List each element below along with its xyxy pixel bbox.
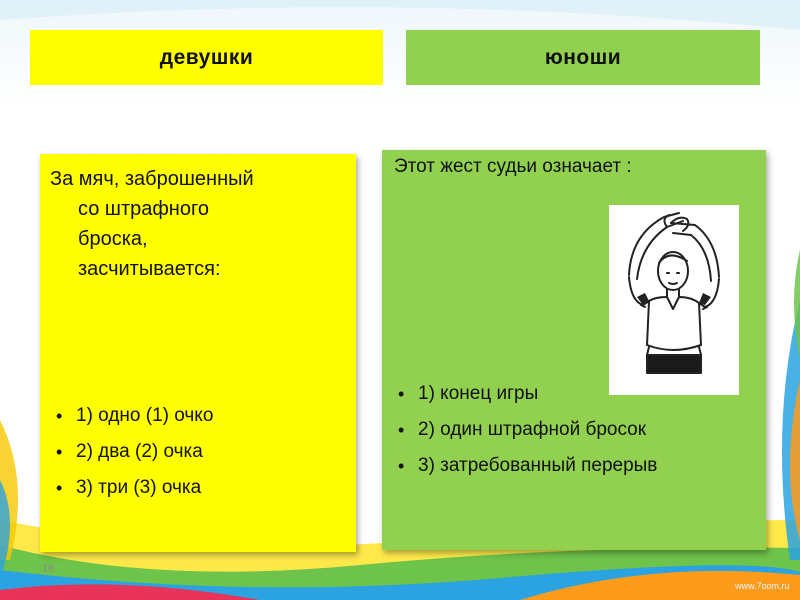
girls-answer-2: • 2) два (2) очка (52, 434, 213, 470)
girls-question (50, 164, 350, 284)
girls-question-line-2: со штрафного (78, 198, 209, 220)
girls-answer-1: • 1) одно (1) очко (52, 398, 213, 434)
boys-answer-2: • 2) один штрафной бросок (394, 412, 657, 448)
girls-question-line-4: засчитывается: (78, 258, 221, 280)
girls-question-line-1: За мяч, заброшенный (50, 168, 254, 190)
girls-answer-3: • 3) три (3) очка (52, 470, 213, 506)
boys-answer-1: • 1) конец игры (394, 376, 657, 412)
girls-question-line-3: броска, (78, 228, 148, 250)
boys-header-label: юноши (544, 45, 622, 69)
girls-header-label: девушки (159, 45, 254, 69)
girls-header (30, 30, 383, 85)
referee-icon (609, 205, 739, 395)
boys-question-panel (382, 150, 766, 550)
referee-gesture-image (609, 205, 739, 395)
watermark: www.7oom.ru (735, 581, 790, 591)
boys-header (406, 30, 760, 85)
girls-answer-list (52, 398, 213, 506)
boys-question: Этот жест судьи означает : (394, 156, 632, 177)
boys-answer-3: • 3) затребованный перерыв (394, 448, 657, 484)
boys-answer-list (394, 376, 657, 484)
slide-number: 16 (42, 563, 55, 575)
girls-question-panel (40, 154, 356, 552)
